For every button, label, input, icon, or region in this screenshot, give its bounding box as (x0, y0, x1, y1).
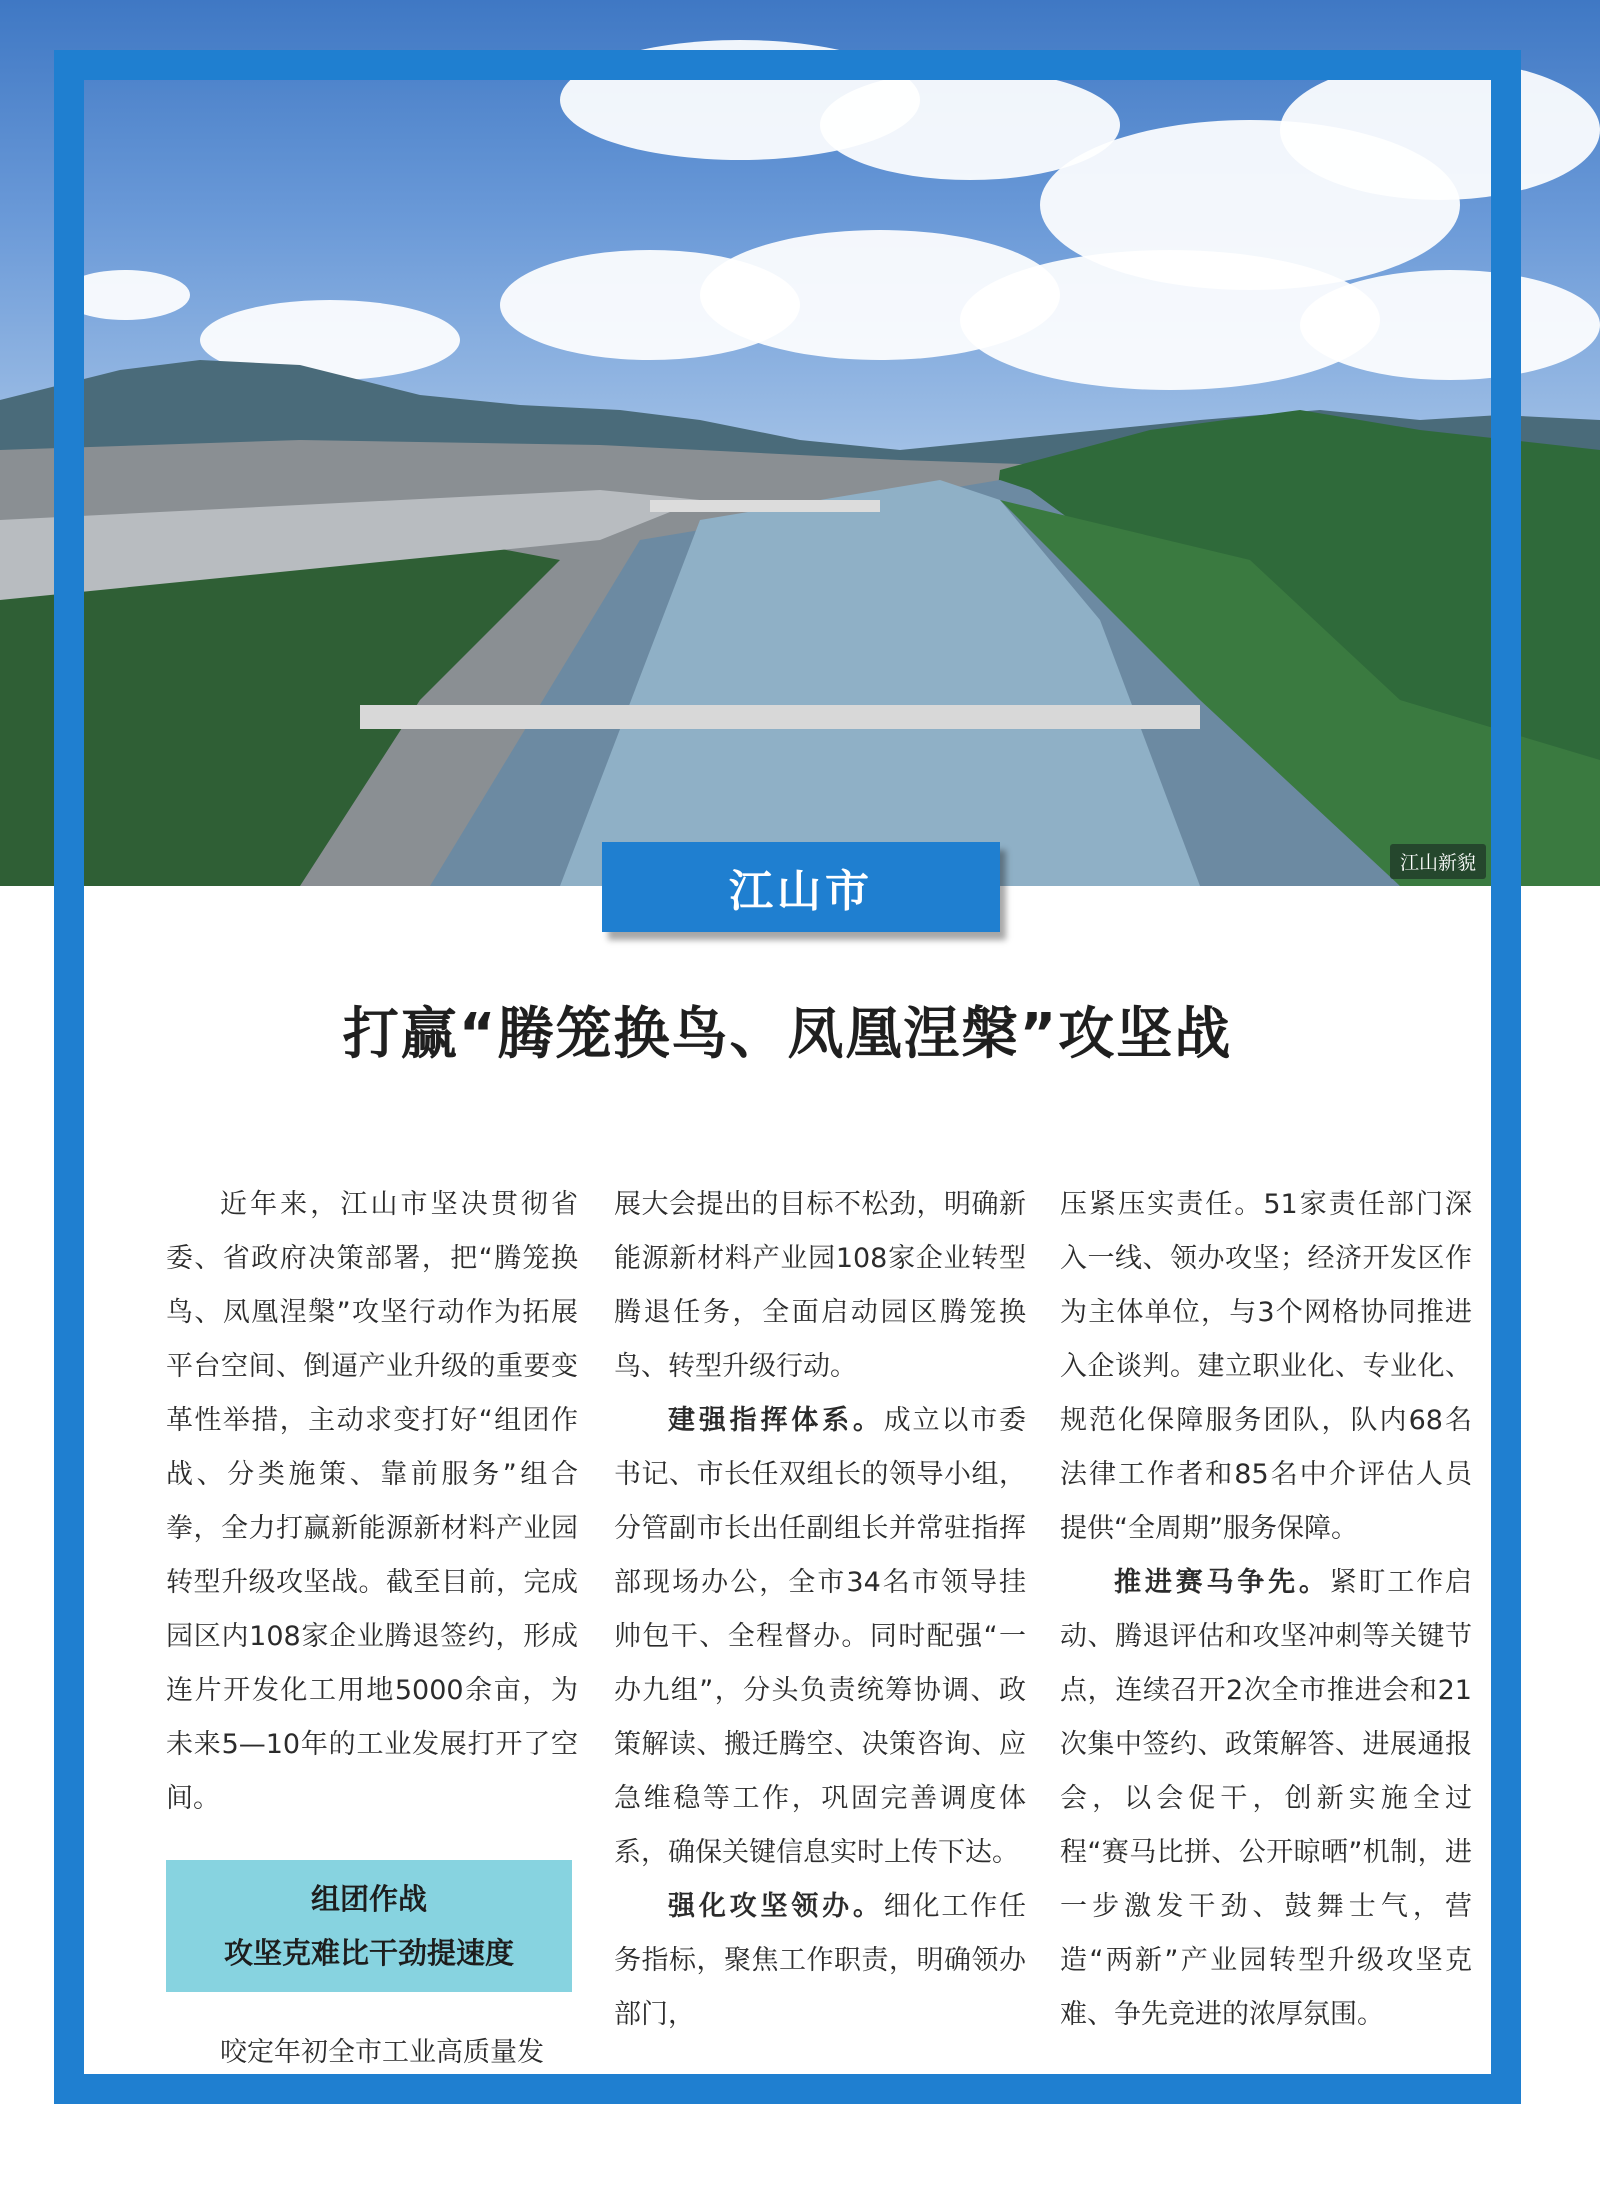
section-subhead (166, 1860, 572, 1992)
paragraph (614, 1880, 1026, 2042)
paragraph: 展大会提出的目标不松劲，明确新能源新材料产业园108家企业转型腾退任务，全面启动园区腾笼换鸟、转型升级行动。 (614, 1189, 1026, 1382)
landscape (0, 0, 1600, 886)
article-column-1 (166, 1178, 578, 2080)
paragraph-body: 细化工作任务指标，聚焦工作职责，明确领办部门， (614, 1891, 1027, 2030)
paragraph: 压紧压实责任。51家责任部门深入一线、领办攻坚；经济开发区作为主体单位，与3个网格协同推进入企谈判。建立职业化、专业化、规范化保障服务团队，队内68名法律工作者和85名中介评估人员提供“全周期”服务保障。 (1060, 1189, 1472, 1544)
photo-credit: 江山新貌 (1390, 844, 1486, 879)
paragraph: 咬定年初全市工业高质量发 (220, 2037, 544, 2068)
paragraph-lead: 推进赛马争先。 (1114, 1567, 1330, 1598)
subhead-line2: 攻坚克难比干劲提速度 (223, 1936, 514, 1970)
city-name-tab: 江山市 (602, 842, 1000, 932)
paragraph: 近年来，江山市坚决贯彻省委、省政府决策部署，把“腾笼换鸟、凤凰涅槃”攻坚行动作为拓展平台空间、倒逼产业升级的重要变革性举措，主动求变打好“组团作战、分类施策、靠前服务”组合拳，全力打赢新能源新材料产业园转型升级攻坚战。截至目前，完成园区内108家企业腾退签约，形成连片开发化工用地5000余亩，为未来5—10年的工业发展打开了空间。 (166, 1189, 578, 1814)
cover-photo (0, 0, 1600, 886)
paragraph-body: 紧盯工作启动、腾退评估和攻坚冲刺等关键节点，连续召开2次全市推进会和21次集中签约、政策解答、进展通报会，以会促干，创新实施全过程“赛马比拼、公开晾晒”机制，进一步激发干劲、鼓舞士气，营造“两新”产业园转型升级攻坚克难、争先竞进的浓厚氛围。 (1060, 1567, 1473, 2030)
paragraph-body: 成立以市委书记、市长任双组长的领导小组，分管副市长出任副组长并常驻指挥部现场办公，全市34名市领导挂帅包干、全程督办。同时配强“一办九组”，分头负责统筹协调、政策解读、搬迁腾空、决策咨询、应急维稳等工作，巩固完善调度体系，确保关键信息实时上传下达。 (614, 1405, 1027, 1868)
article-column-2 (614, 1178, 1026, 2042)
paragraph (614, 1394, 1026, 1880)
subhead-line1: 组团作战 (310, 1882, 427, 1916)
headline: 打赢“腾笼换鸟、凤凰涅槃”攻坚战 (342, 1002, 1233, 1067)
paragraph-lead: 强化攻坚领办。 (668, 1891, 884, 1922)
paragraph (1060, 1556, 1472, 2042)
paragraph-lead: 建强指挥体系。 (668, 1405, 884, 1436)
article-column-3 (1060, 1178, 1472, 2042)
